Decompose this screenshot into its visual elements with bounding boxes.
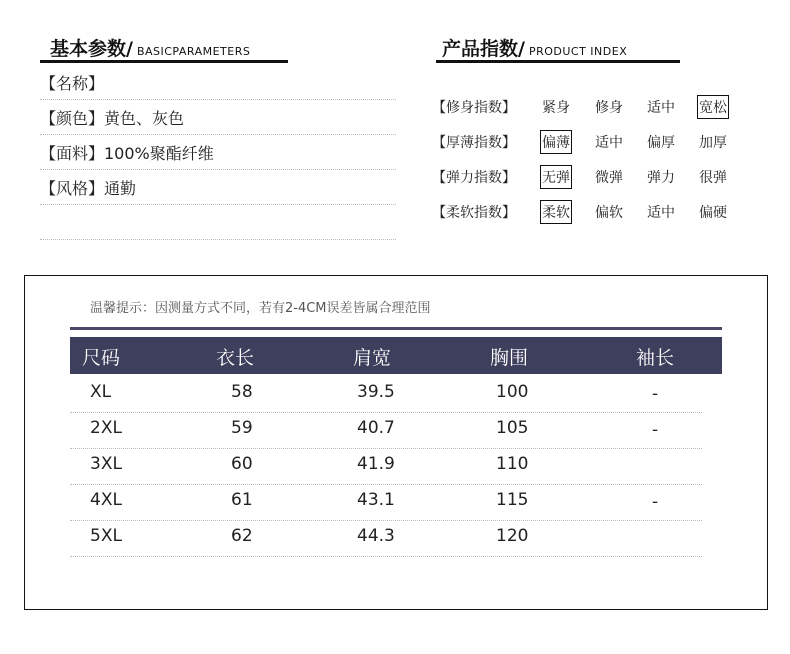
index-option-selected: 柔软 (542, 202, 570, 222)
cell-shoulder: 41.9 (357, 454, 395, 474)
cell-length: 58 (231, 382, 253, 402)
index-row (0, 167, 790, 189)
cell-chest: 120 (496, 526, 529, 546)
index-option-selected: 无弹 (542, 167, 570, 187)
cell-length: 61 (231, 490, 253, 510)
header-size: 尺码 (82, 347, 121, 369)
product-index-title-en: PRODUCT INDEX (528, 45, 628, 58)
cell-length: 62 (231, 526, 253, 546)
cell-sleeve: - (652, 420, 659, 440)
product-index-title (442, 34, 627, 61)
cell-size: 2XL (90, 418, 122, 438)
param-color: 【颜色】黄色、灰色 (40, 109, 185, 128)
row-divider (70, 448, 702, 449)
basic-params-rule (40, 60, 288, 63)
header-sleeve: 袖长 (636, 347, 675, 369)
cell-chest: 110 (496, 454, 529, 474)
size-note-rule (70, 327, 722, 330)
cell-chest: 105 (496, 418, 529, 438)
row-divider (70, 484, 702, 485)
basic-params-title-cn: 基本参数/ (50, 38, 133, 60)
cell-length: 60 (231, 454, 253, 474)
cell-size: XL (90, 382, 112, 402)
index-option-selected: 宽松 (699, 97, 727, 117)
cell-shoulder: 44.3 (357, 526, 395, 546)
row-divider (70, 412, 702, 413)
index-option: 加厚 (699, 135, 727, 151)
cell-shoulder: 43.1 (357, 490, 395, 510)
product-index-rule (436, 60, 680, 63)
cell-size: 5XL (90, 526, 122, 546)
index-option: 很弹 (699, 170, 727, 186)
index-row-label: 【修身指数】 (432, 100, 516, 116)
cell-length: 59 (231, 418, 253, 438)
row-divider (70, 520, 702, 521)
size-table-header (70, 337, 722, 374)
cell-chest: 115 (496, 490, 529, 510)
size-note: 温馨提示：因测量方式不同，若有2-4CM误差皆属合理范围 (90, 301, 431, 316)
index-option: 偏软 (595, 205, 623, 221)
basic-params-title-en: BASICPARAMETERS (136, 45, 251, 58)
param-divider (40, 239, 396, 240)
index-option: 修身 (595, 100, 623, 116)
index-option: 适中 (595, 135, 623, 151)
cell-size: 3XL (90, 454, 122, 474)
index-option: 偏硬 (699, 205, 727, 221)
cell-sleeve: - (652, 492, 659, 512)
index-row-label: 【弹力指数】 (432, 170, 516, 186)
param-fabric: 【面料】100%聚酯纤维 (40, 144, 214, 163)
cell-sleeve: - (652, 384, 659, 404)
index-row-label: 【柔软指数】 (432, 205, 516, 221)
index-option: 适中 (647, 205, 675, 221)
cell-shoulder: 39.5 (357, 382, 395, 402)
basic-params-title (50, 34, 250, 61)
size-table-box (24, 275, 768, 610)
cell-shoulder: 40.7 (357, 418, 395, 438)
header-shoulder: 肩宽 (353, 347, 392, 369)
index-option: 紧身 (542, 100, 570, 116)
cell-chest: 100 (496, 382, 529, 402)
index-option-selected: 偏薄 (542, 132, 570, 152)
product-index-title-cn: 产品指数/ (442, 38, 525, 60)
index-option: 适中 (647, 100, 675, 116)
index-option: 弹力 (647, 170, 675, 186)
header-chest: 胸围 (490, 347, 529, 369)
index-row-label: 【厚薄指数】 (432, 135, 516, 151)
index-row (0, 202, 790, 224)
index-option: 偏厚 (647, 135, 675, 151)
index-row (0, 132, 790, 154)
cell-size: 4XL (90, 490, 122, 510)
index-option: 微弹 (595, 170, 623, 186)
index-row (0, 97, 790, 119)
header-length: 衣长 (216, 347, 255, 369)
param-name: 【名称】 (40, 74, 105, 93)
param-style: 【风格】通勤 (40, 179, 137, 198)
row-divider (70, 556, 702, 557)
